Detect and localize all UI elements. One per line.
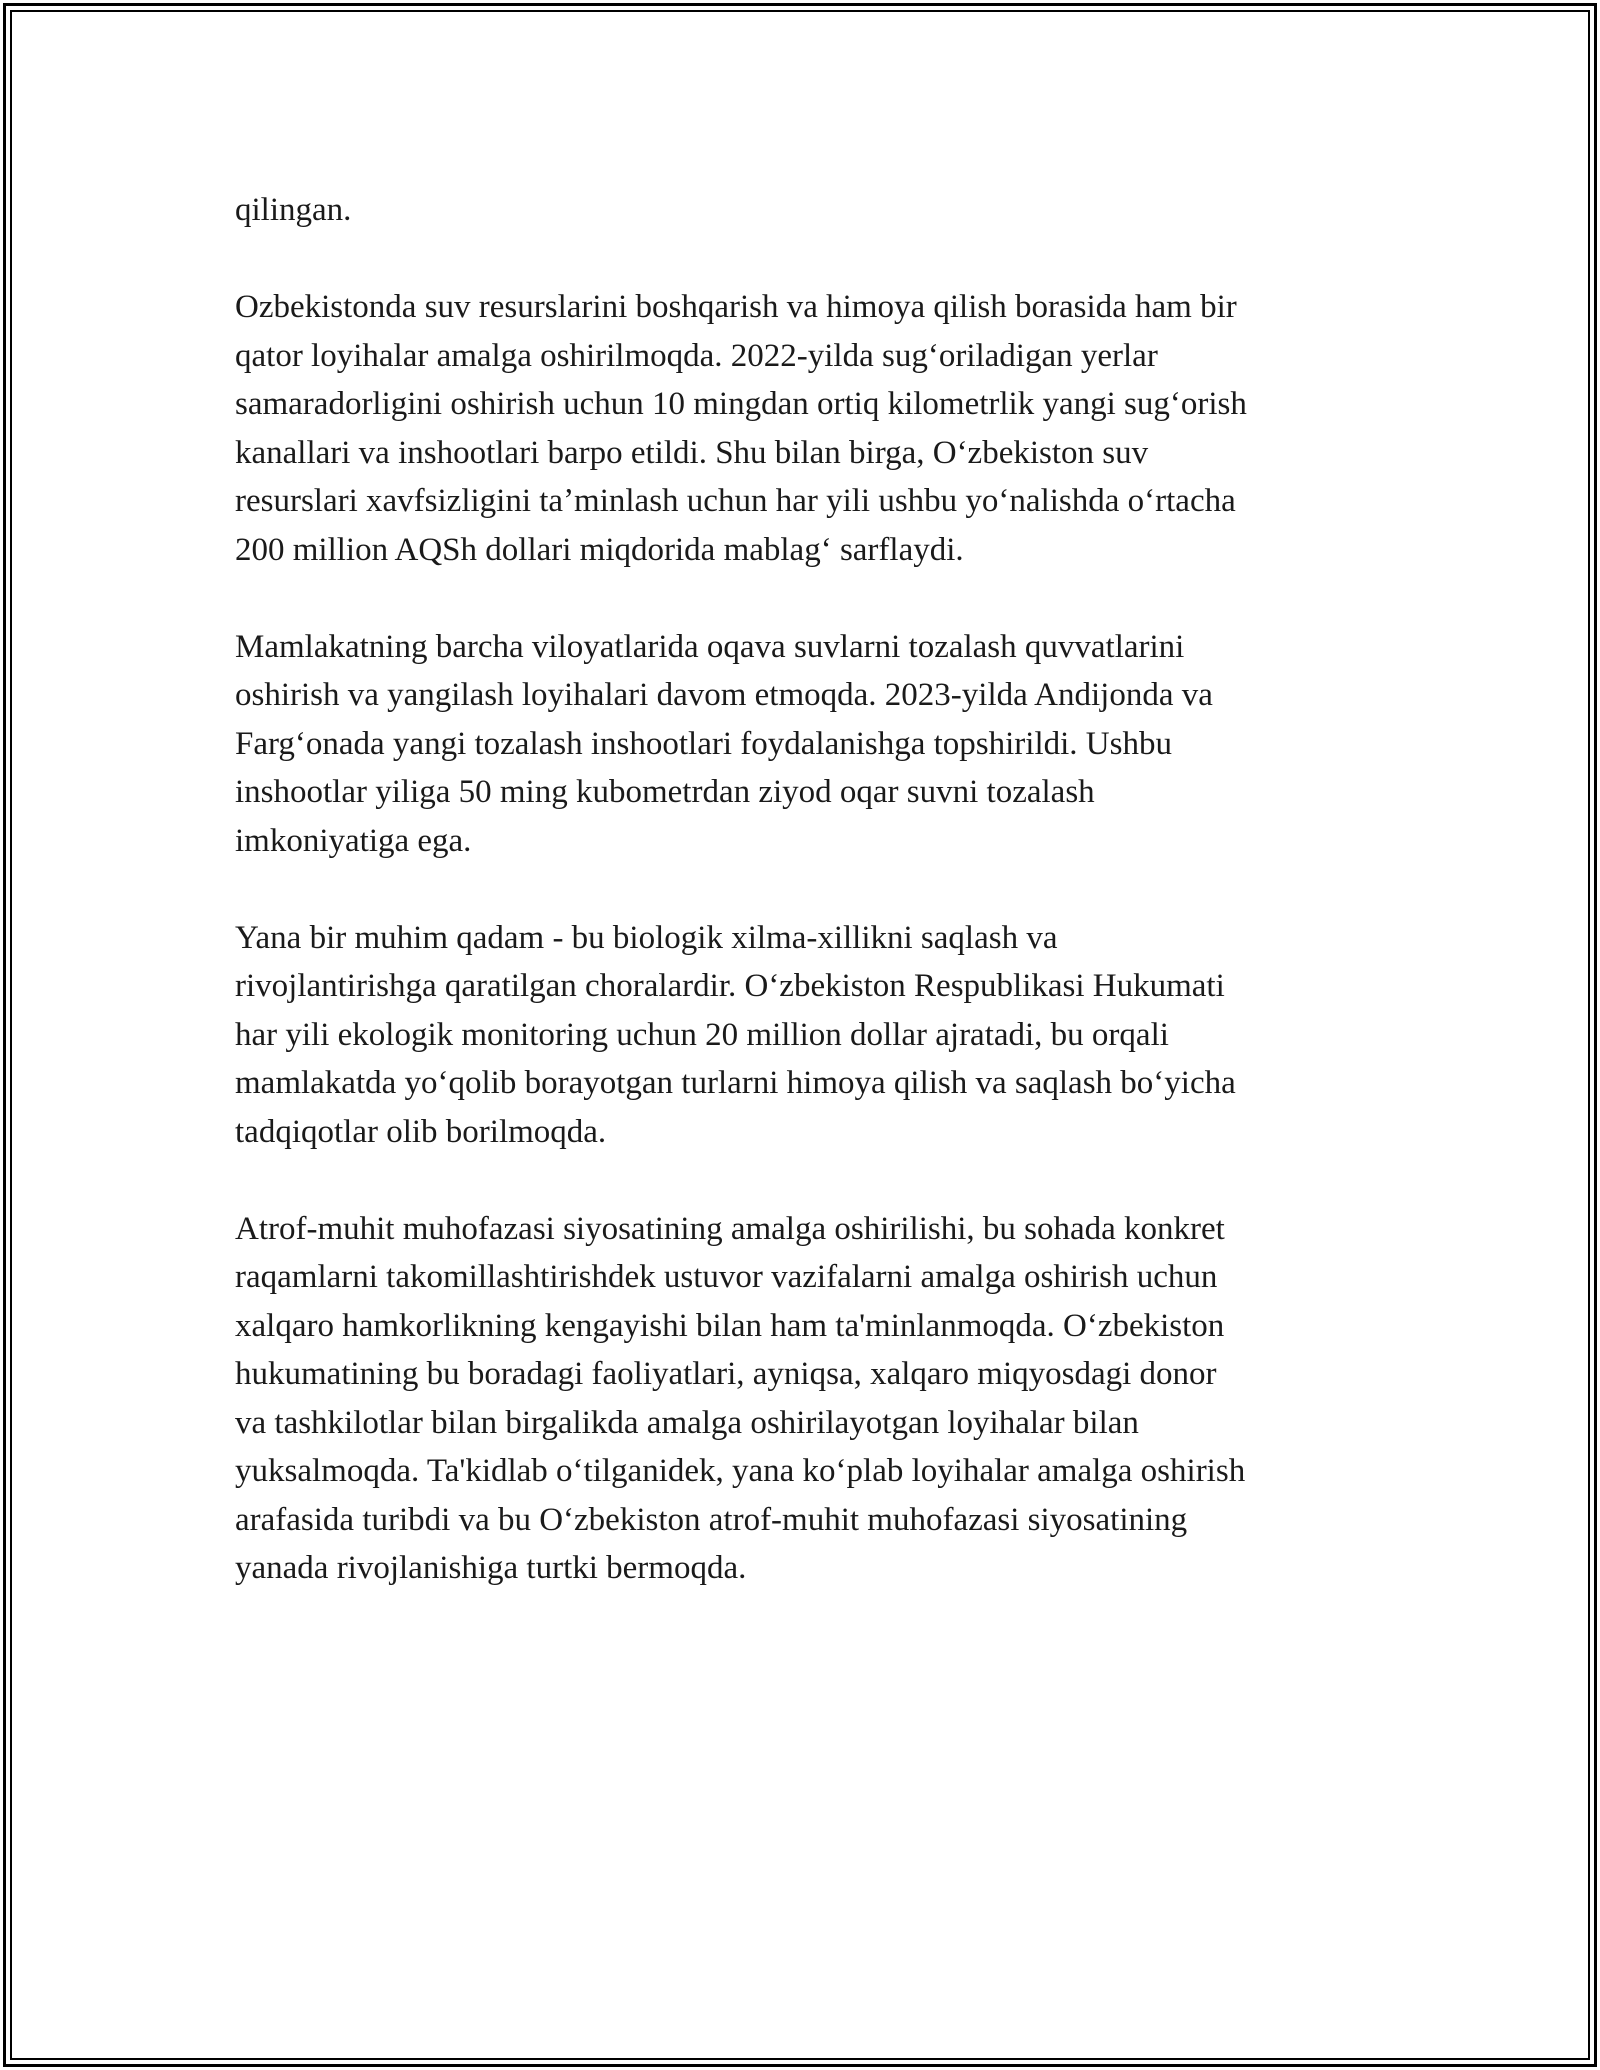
text-line: raqamlarni takomillashtirishdek ustuvor vazifalarni amalga oshirish uchun	[235, 1259, 1218, 1295]
text-line: Mamlakatning barcha viloyatlarida oqava suvlarni tozalash quvvatlarini	[235, 628, 1185, 665]
text-line: qator loyihalar amalga oshirilmoqda. 2022-yilda sugʻoriladigan yerlar	[235, 337, 1158, 374]
text-line: xalqaro hamkorlikning kengayishi bilan ham ta'minlanmoqda. Oʻzbekiston	[235, 1307, 1225, 1344]
paragraph-4	[235, 914, 1365, 1157]
text-line: Atrof-muhit muhofazasi siyosatining amalga oshirilishi, bu sohada konkret	[235, 1210, 1225, 1247]
text-line: yanada rivojlanishiga turtki bermoqda.	[235, 1550, 747, 1586]
text-line: imkoniyatiga ega.	[235, 822, 472, 859]
text-line: 200 million AQSh dollari miqdorida mablagʻ sarflaydi.	[235, 531, 964, 568]
text-line: Yana bir muhim qadam - bu biologik xilma-xillikni saqlash va	[235, 919, 1058, 956]
text-line: rivojlantirishga qaratilgan choralardir. Oʻzbekiston Respublikasi Hukumati	[235, 968, 1225, 1004]
text-line: inshootlar yiliga 50 ming kubometrdan ziyod oqar suvni tozalash	[235, 774, 1095, 810]
text-line: kanallari va inshootlari barpo etildi. Shu bilan birga, Oʻzbekiston suv	[235, 434, 1149, 471]
text-line: Fargʻonada yangi tozalash inshootlari foydalanishga topshirildi. Ushbu	[235, 725, 1172, 762]
text-line: yuksalmoqda. Ta'kidlab oʻtilganidek, yana koʻplab loyihalar amalga oshirish	[235, 1453, 1246, 1489]
text-line: har yili ekologik monitoring uchun 20 million dollar ajratadi, bu orqali	[235, 1016, 1169, 1053]
text-line: samaradorligini oshirish uchun 10 mingdan ortiq kilometrlik yangi sugʻorish	[235, 386, 1247, 422]
paragraph-3	[235, 623, 1365, 866]
text-line: qilingan.	[235, 192, 352, 228]
text-line: arafasida turibdi va bu Oʻzbekiston atrof-muhit muhofazasi siyosatining	[235, 1501, 1188, 1538]
text-line: tadqiqotlar olib borilmoqda.	[235, 1113, 607, 1150]
paragraph-2	[235, 283, 1365, 574]
paragraph-1	[235, 186, 1365, 235]
text-line: va tashkilotlar bilan birgalikda amalga oshirilayotgan loyihalar bilan	[235, 1404, 1139, 1441]
text-line: mamlakatda yoʻqolib borayotgan turlarni himoya qilish va saqlash boʻyicha	[235, 1065, 1236, 1101]
paragraph-5	[235, 1205, 1365, 1593]
text-line: resurslari xavfsizligini taʼminlash uchun har yili ushbu yoʻnalishda oʻrtacha	[235, 483, 1236, 519]
text-line: hukumatining bu boradagi faoliyatlari, ayniqsa, xalqaro miqyosdagi donor	[235, 1356, 1217, 1392]
text-line: oshirish va yangilash loyihalari davom etmoqda. 2023-yilda Andijonda va	[235, 677, 1213, 713]
text-line: Ozbekistonda suv resurslarini boshqarish va himoya qilish borasida ham bir	[235, 289, 1237, 325]
document-body	[235, 186, 1365, 1641]
